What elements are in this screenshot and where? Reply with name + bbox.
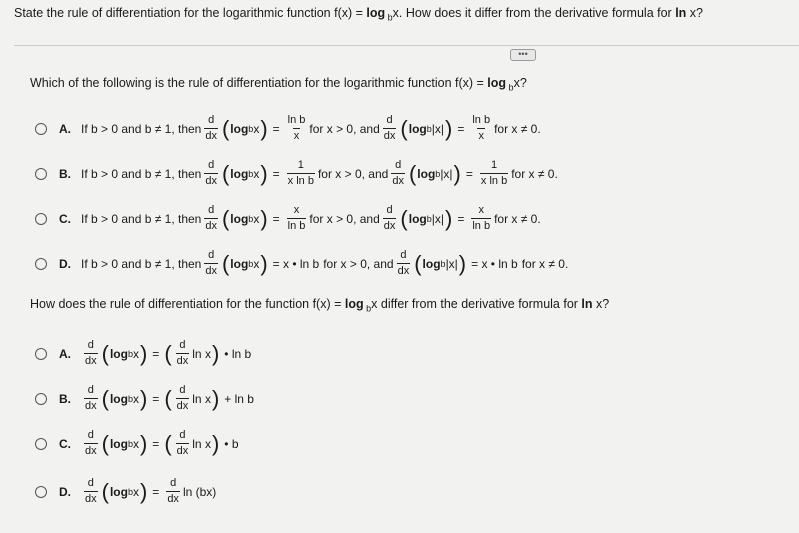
question-text: State the rule of differentiation for the logarithmic function f(x) = log $_b$x. How does it differ from the derivative formula for ln x? [14, 6, 703, 23]
part1-option-b[interactable]: B. If b > 0 and b ≠ 1, then $\frac{d}{dx}$ ( log b x ) = $\frac{1}{\text{x ln b}}$ for x > 0, and $\frac{d}{dx}$ ( log b |x| ) = $\frac{1}{\text{x ln b}}$ for x ≠ 0. [35, 160, 558, 187]
option-letter: D. [59, 256, 71, 271]
option-letter: B. [59, 391, 71, 406]
radio-button[interactable] [35, 123, 47, 135]
radio-button[interactable] [35, 258, 47, 270]
option-letter: A. [59, 346, 71, 361]
option-letter: C. [59, 436, 71, 451]
part1-prompt: Which of the following is the rule of differentiation for the logarithmic function f(x) = log $_b$x? [30, 76, 527, 93]
divider [14, 45, 799, 46]
part2-option-a[interactable]: A. $\frac{d}{dx}$ ( log b x ) = ( $\frac{d}{dx}$ ln x ) • ln b [35, 340, 251, 367]
radio-button[interactable] [35, 348, 47, 360]
radio-button[interactable] [35, 168, 47, 180]
part2-prompt: How does the rule of differentiation for the function f(x) = log $_b$x differ from the derivative formula for ln x? [30, 297, 610, 314]
option-letter: C. [59, 211, 71, 226]
option-letter: A. [59, 121, 71, 136]
option-letter: B. [59, 166, 71, 181]
part2-option-d[interactable]: D. $\frac{d}{dx}$ ( log b x ) = $\frac{d}{dx}$ ln (bx) [35, 478, 216, 505]
option-letter: D. [59, 484, 71, 499]
part1-option-a[interactable]: A. If b > 0 and b ≠ 1, then $\frac{d}{dx}$ ( log b x ) = $\frac{\text{ln b}}{x}$ for x > 0, and $\frac{d}{dx}$ ( log b |x| ) = $\frac{\text{ln b}}{x}$ for x ≠ 0. [35, 115, 541, 142]
part1-option-d[interactable]: D. If b > 0 and b ≠ 1, then $\frac{d}{dx}$ ( log b x ) = x • ln b for x > 0, and $\frac{d}{dx}$ ( log b |x| ) = x • ln b for x ≠ 0. [35, 250, 568, 277]
radio-button[interactable] [35, 486, 47, 498]
part2-option-b[interactable]: B. $\frac{d}{dx}$ ( log b x ) = ( $\frac{d}{dx}$ ln x ) + ln b [35, 385, 254, 412]
part2-option-c[interactable]: C. $\frac{d}{dx}$ ( log b x ) = ( $\frac{d}{dx}$ ln x ) • b [35, 430, 239, 457]
more-button[interactable]: ••• [510, 49, 536, 61]
question-header [14, 6, 703, 23]
radio-button[interactable] [35, 393, 47, 405]
radio-button[interactable] [35, 213, 47, 225]
option-condition: If b > 0 and b ≠ 1, then [81, 121, 202, 136]
part1-option-c[interactable]: C. If b > 0 and b ≠ 1, then $\frac{d}{dx}$ ( log b x ) = $\frac{x}{\text{ln b}}$ for x > 0, and $\frac{d}{dx}$ ( log b |x| ) = $\frac{x}{\text{ln b}}$ for x ≠ 0. [35, 205, 541, 232]
radio-button[interactable] [35, 438, 47, 450]
